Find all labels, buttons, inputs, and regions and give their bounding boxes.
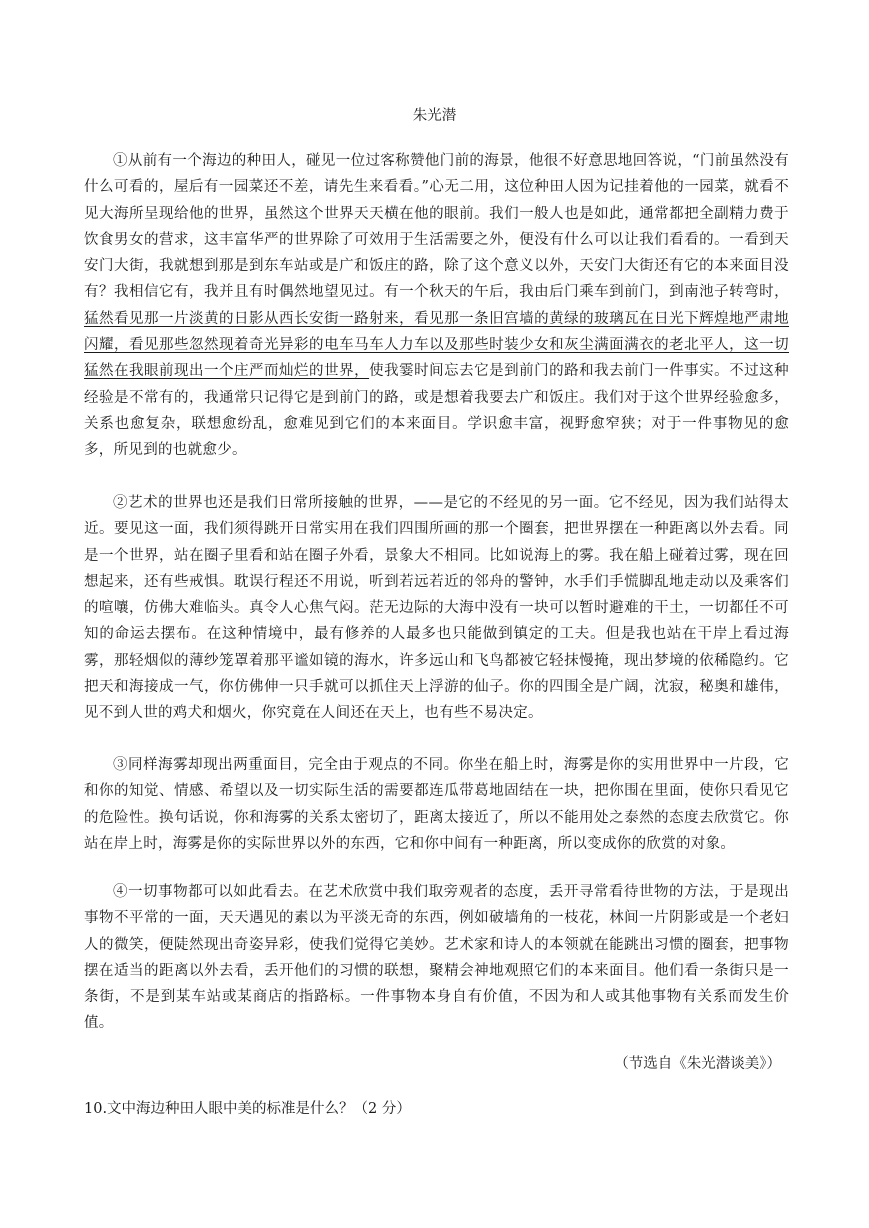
paragraph-1-text-after: 使我霎时间忘去它是到前门的路和我去前门一件事实。不过这种经验是不常有的，我通常只记得它是到前门的路，或是想着我要去广和饭庄。我们对于这个世界经验愈多，关系也愈复杂，联想愈纷乱，愈难见到它们的本来面目。学识愈丰富，视野愈窄狭；对于一件事物见的愈多，所见到的也就愈少。 xyxy=(84,363,789,459)
paragraph-1-text-before: ①从前有一个海边的种田人，碰见一位过客称赞他门前的海景，他很不好意思地回答说，“门前虽然没有什么可看的，屋后有一园菜还不差，请先生来看看。”心无二用，这位种田人因为记挂着他的一园菜，就看不见大海所呈现给他的世界，虽然这个世界天天横在他的眼前。我们一般人也是如此，通常都把全副精力费于饮食男女的营求，这丰富华严的世界除了可效用于生活需要之外，便没有什么可以让我们看看的。一看到天安门大街，我就想到那是到东车站或是广和饭庄的路，除了这个意义以外，天安门大街还有它的本来面目没有？我相信它有，我并且有时偶然地望见过。有一个秋天的午后，我由后门乘车到前门，到南池子转弯时， xyxy=(84,153,789,301)
paragraph-4: ④一切事物都可以如此看去。在艺术欣赏中我们取旁观者的态度，丢开寻常看待世物的方法，于是现出事物不平常的一面，天天遇见的素以为平淡无奇的东西，例如破墙角的一枝花，林间一片阴影或是一个老妇人的微笑，便陡然现出奇姿异彩，使我们觉得它美妙。艺术家和诗人的本领就在能跳出习惯的圈套，把事物摆在适当的距离以外去看，丢开他们的习惯的联想，聚精会神地观照它们的本来面目。他们看一条街只是一条街，不是到某车站或某商店的指路标。一件事物本身自有价值，不因为和人或其他事物有关系而发生价值。 xyxy=(84,884,789,1032)
question-10: 10.文中海边种田人眼中美的标准是什么？（2 分） xyxy=(84,1101,411,1117)
paragraph-1 xyxy=(84,148,789,464)
underlined-passage: 猛然看见那一片淡黄的日影从西长安街一路射来，看见那一条旧宫墙的黄绿的玻璃瓦在日光下辉煌地严肃地闪耀，看见那些忽然现着奇光异彩的电车马车人力车以及那些时装少女和灰尘满面满衣的老北平人，这一切猛然在我眼前现出一个庄严而灿烂的世界， xyxy=(84,310,789,380)
author-name: 朱光潜 xyxy=(412,108,457,124)
paragraph-2: ②艺术的世界也还是我们日常所接触的世界，——是它的不经见的另一面。它不经见，因为我们站得太近。要见这一面，我们须得跳开日常实用在我们四围所画的那一个圈套，把世界摆在一种距离以外去看。同是一个世界，站在圈子里看和站在圈子外看，景象大不相同。比如说海上的雾。我在船上碰着过雾，现在回想起来，还有些戒惧。耽误行程还不用说，听到若远若近的邻舟的警钟，水手们手慌脚乱地走动以及乘客们的喧嚷，仿佛大难临头。真令人心焦气闷。茫无边际的大海中没有一块可以暂时避难的干土，一切都任不可知的命运去摆布。在这种情境中，最有修养的人最多也只能做到镇定的工夫。但是我也站在干岸上看过海雾，那轻烟似的薄纱笼罩着那平谧如镜的海水，许多远山和飞鸟都被它轻抹慢掩，现出梦境的依稀隐约。它把天和海接成一气，你仿佛伸一只手就可以抓住天上浮游的仙子。你的四围全是广阔，沈寂，秘奥和雄伟，见不到人世的鸡犬和烟火，你究竟在人间还在天上，也有些不易决定。 xyxy=(84,495,789,722)
paragraph-3: ③同样海雾却现出两重面目，完全由于观点的不同。你坐在船上时，海雾是你的实用世界中一片段，它和你的知觉、情感、希望以及一切实际生活的需要都连瓜带葛地固结在一块，把你围在里面，使你只看见它的危险性。换句话说，你和海雾的关系太密切了，距离太接近了，所以不能用处之泰然的态度去欣赏它。你站在岸上时，海雾是你的实际世界以外的东西，它和你中间有一种距离，所以变成你的欣赏的对象。 xyxy=(84,757,789,852)
source-citation: （节选自《朱光潜谈美》） xyxy=(614,1056,781,1072)
